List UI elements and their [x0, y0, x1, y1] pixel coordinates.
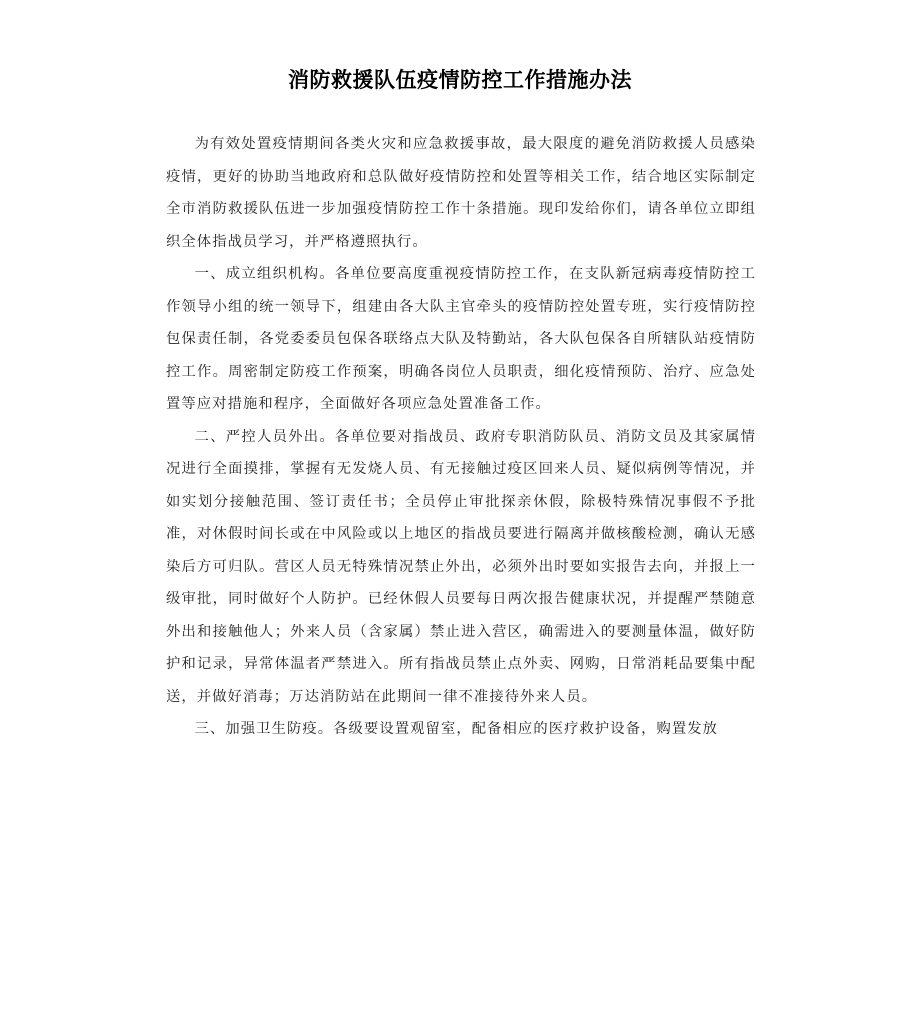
document-title: 消防救援队伍疫情防控工作措施办法 — [288, 68, 632, 92]
paragraph-intro: 为有效处置疫情期间各类火灾和应急救援事故，最大限度的避免消防救援人员感染疫情，更好的协助当地政府和总队做好疫情防控和处置等相关工作，结合地区实际制定全市消防救援队伍进一步加强疫情防控工作十条措施。现印发给你们，请各单位立即组织全体指战员学习，并严格遵照执行。 — [166, 136, 756, 250]
paragraph-section-1: 一、成立组织机构。各单位要高度重视疫情防控工作，在支队新冠病毒疫情防控工作领导小组的统一领导下，组建由各大队主官牵头的疫情防控处置专班，实行疫情防控包保责任制，各党委委员包保各联络点大队及特勤站，各大队包保各自所辖队站疫情防控工作。周密制定防疫工作预案，明确各岗位人员职责，细化疫情预防、治疗、应急处置等应对措施和程序，全面做好各项应急处置准备工作。 — [166, 266, 756, 412]
paragraph-section-3: 三、加强卫生防疫。各级要设置观留室，配备相应的医疗救护设备，购置发放 — [194, 721, 719, 737]
paragraph-section-2: 二、严控人员外出。各单位要对指战员、政府专职消防队员、消防文员及其家属情况进行全面摸排，掌握有无发烧人员、有无接触过疫区回来人员、疑似病例等情况，并如实划分接触范围、签订责任书；全员停止审批探亲休假，除极特殊情况事假不予批准，对休假时间长或在中风险或以上地区的指战员要进行隔离并做核酸检测，确认无感染后方可归队。营区人员无特殊情况禁止外出，必须外出时要如实报告去向，并报上一级审批，同时做好个人防护。已经休假人员要每日两次报告健康状况，并提醒严禁随意外出和接触他人；外来人员（含家属）禁止进入营区，确需进入的要测量体温，做好防护和记录，异常体温者严禁进入。所有指战员禁止点外卖、网购，日常消耗品要集中配送，并做好消毒；万达消防站在此期间一律不准接待外来人员。 — [166, 428, 756, 705]
document-body — [166, 128, 756, 746]
